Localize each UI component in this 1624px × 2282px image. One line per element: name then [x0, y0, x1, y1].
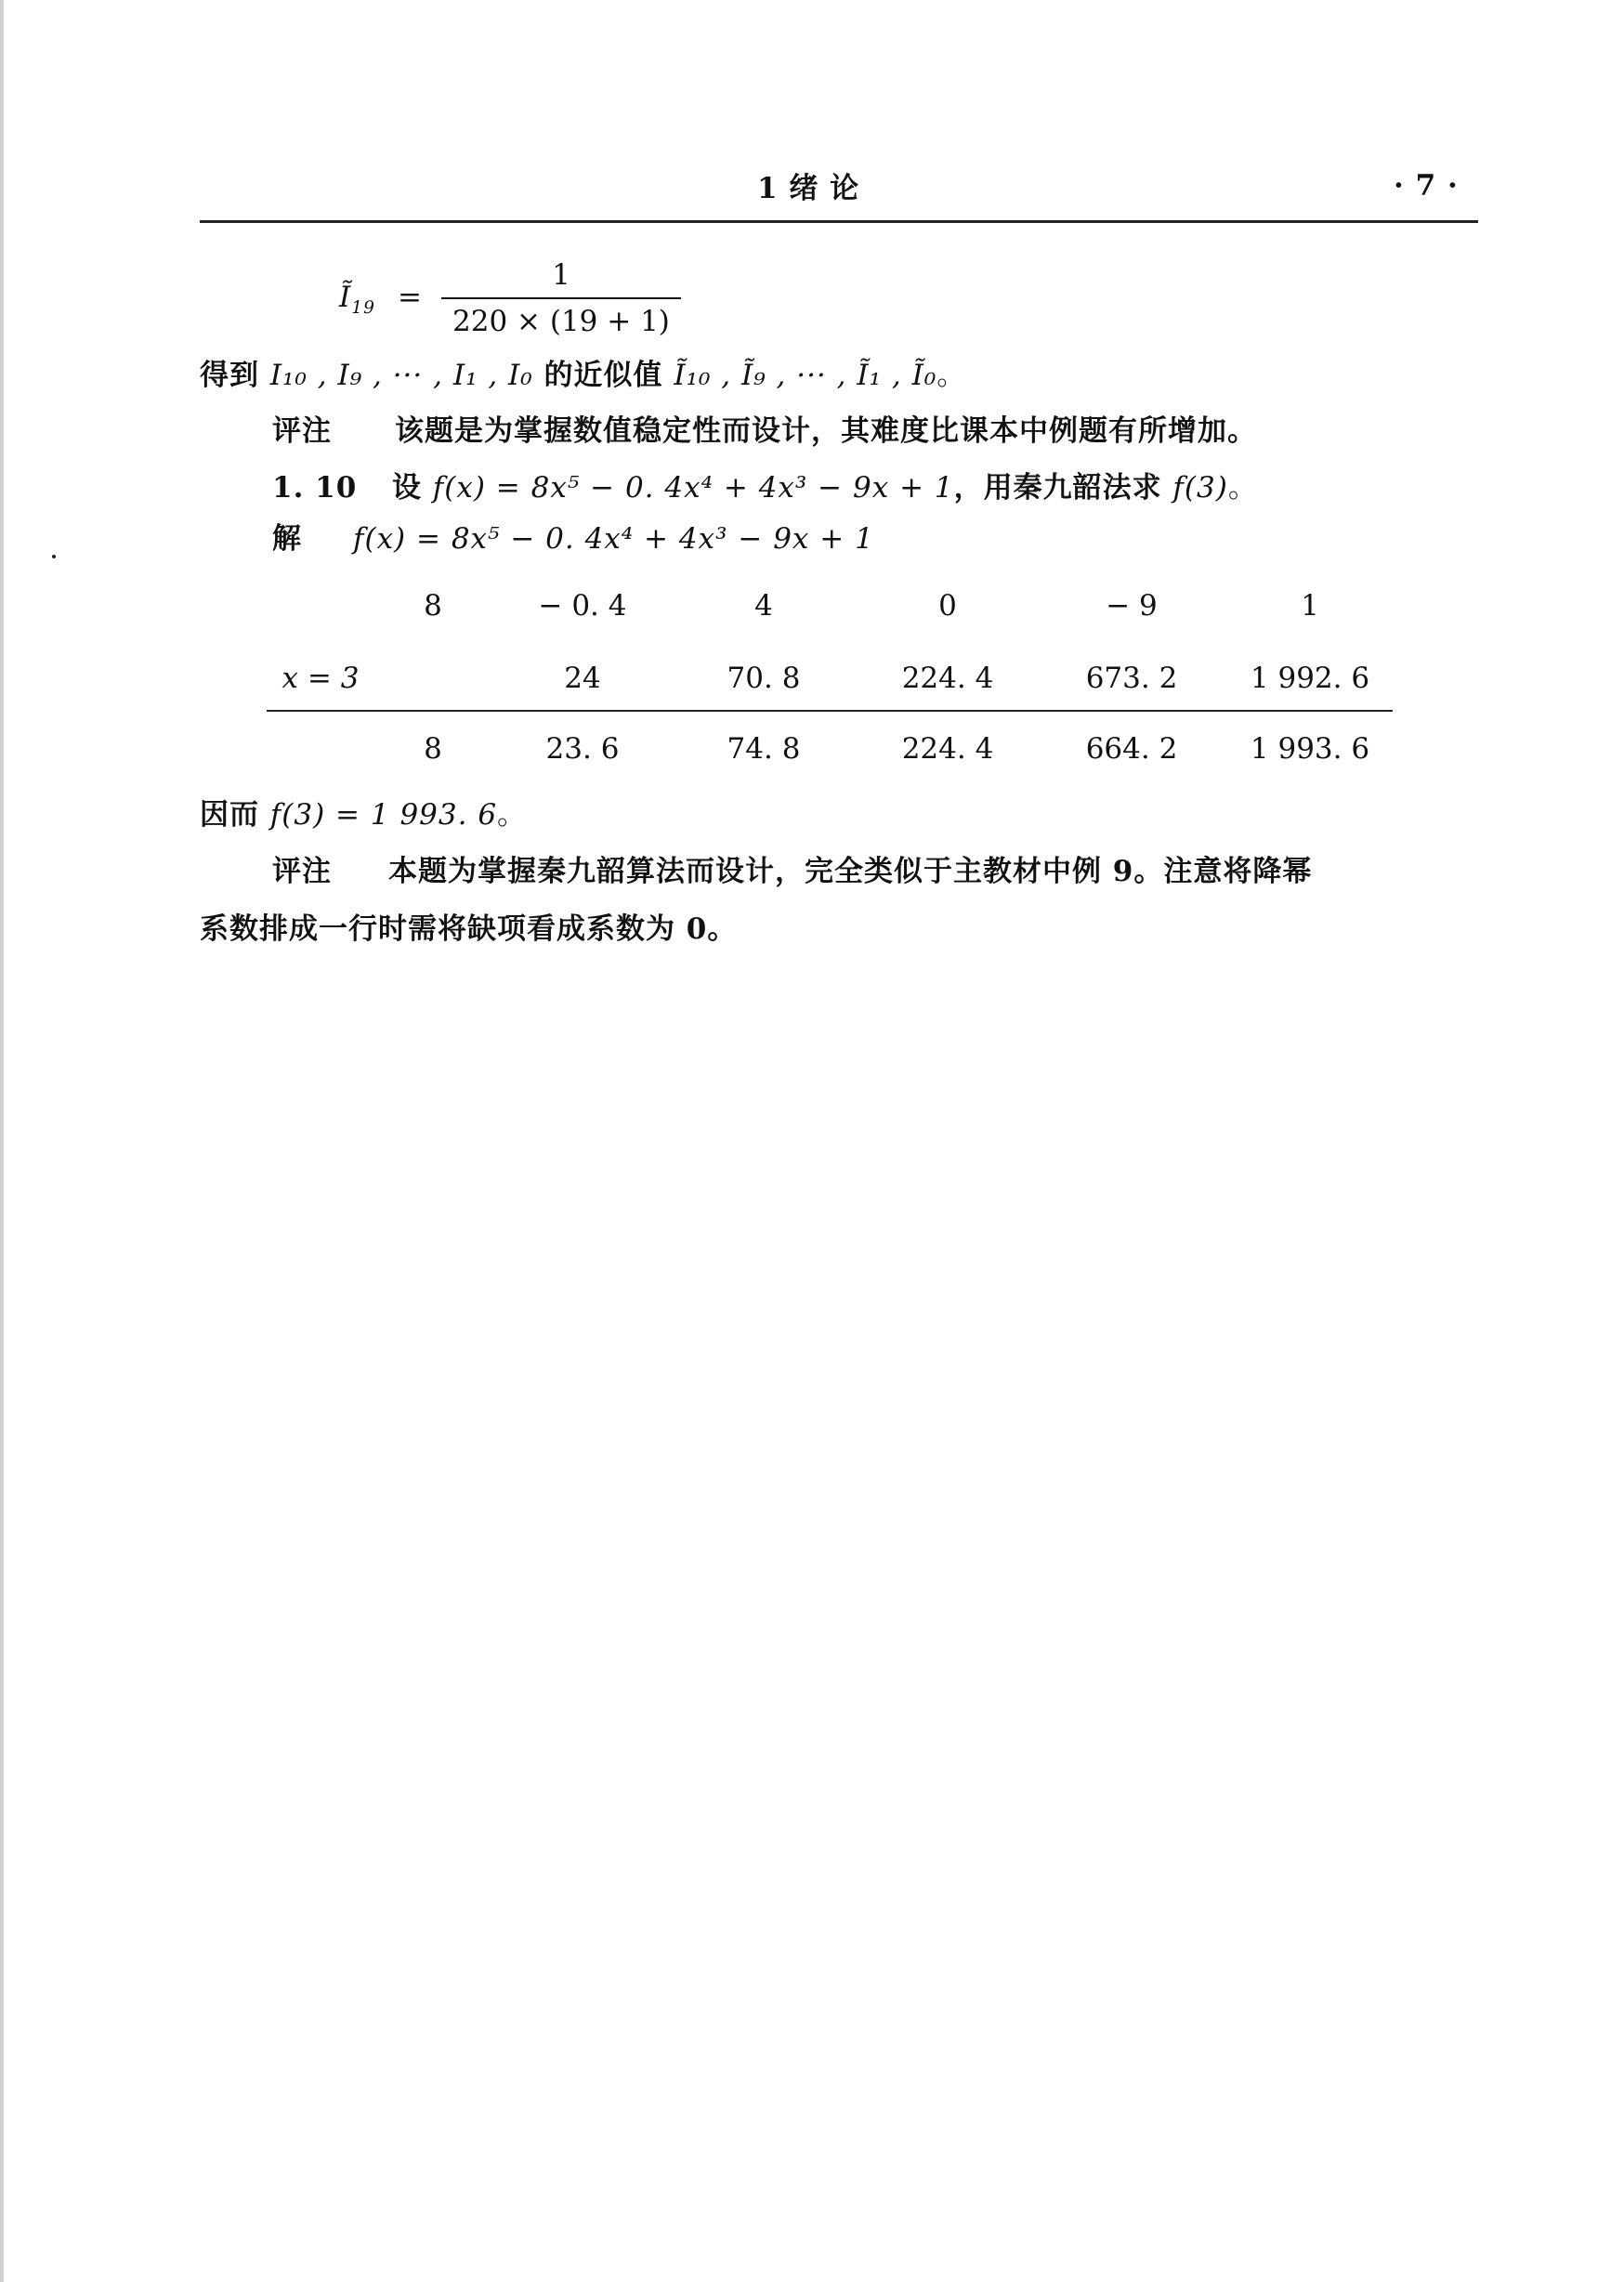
- table-row-label: x = 3: [282, 662, 360, 695]
- formula-equals: =: [398, 281, 423, 314]
- conclusion-text-a: 因而: [200, 798, 270, 832]
- coefficient-cell: 4: [754, 589, 773, 623]
- result-cell: 8: [424, 732, 442, 766]
- page-number: · 7 ·: [1394, 169, 1459, 203]
- result-cell: 23. 6: [545, 732, 620, 766]
- note2-line2: 系数排成一行时需将缺项看成系数为 0。: [200, 912, 738, 946]
- result-cell: 664. 2: [1085, 732, 1178, 766]
- chapter-header: 1 绪 论: [757, 172, 860, 205]
- problem-text-b: ，用秦九韶法求: [953, 471, 1173, 505]
- page-edge: [0, 0, 4, 2282]
- result-cell: 224. 4: [901, 732, 994, 766]
- header-rule: [200, 220, 1478, 223]
- formula-numerator: 1: [552, 258, 570, 292]
- result-cell: 1 993. 6: [1250, 732, 1370, 766]
- result-cell: 74. 8: [727, 732, 801, 766]
- note2-label: 评注: [272, 855, 332, 888]
- problem-target: f(3): [1172, 471, 1228, 505]
- product-cell: 1 992. 6: [1250, 662, 1370, 695]
- product-cell: 24: [564, 662, 601, 695]
- approx-text-e: 。: [936, 359, 967, 392]
- problem-number: 1. 10: [272, 471, 358, 505]
- approx-estimate-list: Ĩ₁₀ , Ĩ₉ , ··· , Ĩ₁ , Ĩ₀: [674, 359, 937, 392]
- formula-lhs: [339, 279, 375, 327]
- formula-denominator: 220 × (19 + 1): [441, 297, 681, 338]
- formula-lhs-symbol: Ĩ: [339, 281, 352, 314]
- approx-text-a: 得到: [200, 359, 270, 392]
- formula-fraction: [441, 258, 681, 338]
- coefficient-cell: 0: [938, 589, 957, 623]
- approximation-sentence: [200, 357, 966, 394]
- problem-text-a: 设: [392, 471, 433, 505]
- problem-text-c: 。: [1227, 471, 1258, 505]
- coefficient-cell: − 9: [1106, 589, 1158, 623]
- table-rule: [267, 710, 1393, 712]
- coefficient-cell: − 0. 4: [538, 589, 627, 623]
- coefficient-cell: 1: [1301, 589, 1319, 623]
- product-cell: 224. 4: [901, 662, 994, 695]
- stray-mark: [52, 555, 56, 558]
- solution-expression: f(x) = 8x⁵ − 0. 4x⁴ + 4x³ − 9x + 1: [353, 522, 874, 556]
- formula-lhs-subscript: 19: [351, 298, 375, 319]
- conclusion-text-b: 。: [497, 798, 528, 832]
- solution-label: 解: [272, 522, 302, 556]
- note1-text: 该题是为掌握数值稳定性而设计，其难度比课本中例题有所增加。: [395, 414, 1257, 448]
- approx-exact-list: I₁₀ , I₉ , ··· , I₁ , I₀: [269, 359, 533, 392]
- conclusion-expression: f(3) = 1 993. 6: [269, 798, 498, 832]
- problem-statement: [392, 469, 1258, 506]
- product-cell: 70. 8: [727, 662, 801, 695]
- problem-expression: f(x) = 8x⁵ − 0. 4x⁴ + 4x³ − 9x + 1: [432, 471, 954, 505]
- note2-line1: 本题为掌握秦九韶算法而设计，完全类似于主教材中例 9。注意将降幂: [388, 855, 1313, 888]
- product-cell: 673. 2: [1085, 662, 1178, 695]
- approx-text-c: 的近似值: [532, 359, 674, 392]
- conclusion-line: [200, 796, 527, 833]
- note1-label: 评注: [272, 414, 332, 448]
- coefficient-cell: 8: [424, 589, 442, 623]
